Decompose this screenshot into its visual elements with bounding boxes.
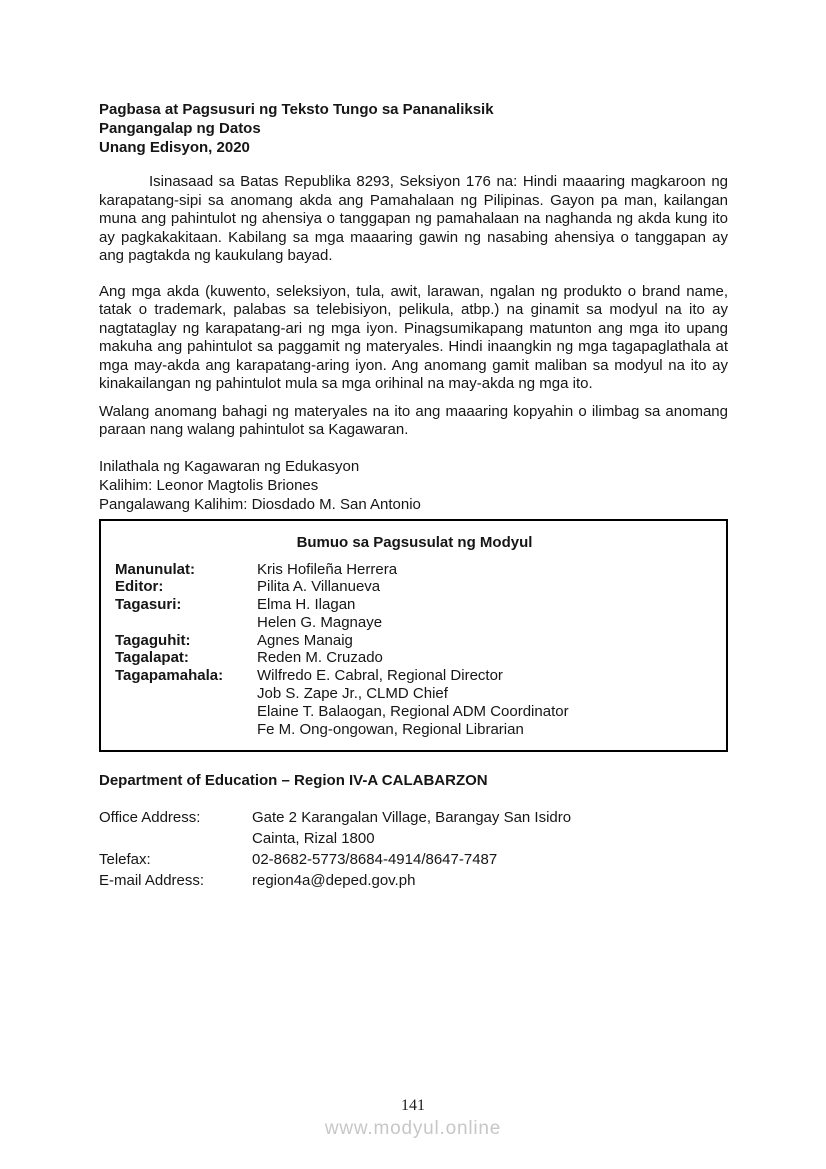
contact-value: region4a@deped.gov.ph [252, 872, 416, 890]
team-row-writer [115, 561, 714, 579]
team-row-layout-artist [115, 649, 714, 667]
team-role-label: Tagapamahala: [115, 667, 224, 685]
copyright-paragraph-3: Walang anomang bahagi ng materyales na ito ang maaaring kopyahin o ilimbag sa anomang paraan nang walang pahintulot sa Kagawaran. [99, 402, 728, 438]
contact-label: Office Address: [99, 809, 201, 827]
page-content [99, 100, 728, 891]
contact-value: Cainta, Rizal 1800 [252, 830, 375, 848]
team-role-label: Editor: [115, 578, 164, 596]
contact-label: E-mail Address: [99, 872, 205, 890]
contact-info-block [99, 807, 728, 891]
team-role-label [115, 685, 257, 703]
team-row-management [115, 667, 714, 685]
team-role-label: Manunulat: [115, 560, 195, 578]
contact-value: Gate 2 Karangalan Village, Barangay San Isidro [252, 809, 572, 827]
team-role-label: Tagaguhit: [115, 631, 191, 649]
publisher-block [99, 457, 728, 514]
module-title-line-3: Unang Edisyon, 2020 [99, 139, 250, 156]
undersecretary-line: Pangalawang Kalihim: Diosdado M. San Antonio [99, 495, 421, 513]
team-member-name: Job S. Zape Jr., CLMD Chief [257, 685, 448, 703]
contact-row-office-address-2 [99, 828, 728, 849]
team-member-name: Agnes Manaig [257, 631, 353, 649]
module-title-line-2: Pangangalap ng Datos [99, 120, 261, 137]
department-region-heading: Department of Education – Region IV-A CALABARZON [99, 772, 488, 790]
contact-value: 02-8682-5773/8684-4914/8647-7487 [252, 851, 498, 869]
team-row-management-2 [115, 685, 714, 703]
page-number: 141 [401, 1097, 425, 1114]
team-box-title: Bumuo sa Pagsusulat ng Modyul [296, 533, 533, 551]
team-member-name: Kris Hofileña Herrera [257, 560, 398, 578]
team-row-reviewer [115, 596, 714, 614]
module-title-line-1: Pagbasa at Pagsusuri ng Teksto Tungo sa Pananaliksik [99, 101, 494, 118]
publisher-line: Inilathala ng Kagawaran ng Edukasyon [99, 457, 360, 475]
watermark-url: www.modyul.online [324, 1118, 502, 1139]
team-role-label [115, 721, 257, 739]
team-member-name: Elaine T. Balaogan, Regional ADM Coordinator [257, 702, 569, 720]
team-row-illustrator [115, 632, 714, 650]
secretary-line: Kalihim: Leonor Magtolis Briones [99, 476, 319, 494]
team-member-name: Fe M. Ong-ongowan, Regional Librarian [257, 720, 524, 738]
team-row-reviewer-2 [115, 614, 714, 632]
team-role-label: Tagalapat: [115, 649, 189, 667]
team-member-name: Wilfredo E. Cabral, Regional Director [257, 667, 503, 685]
team-member-name: Helen G. Magnaye [257, 613, 383, 631]
contact-row-email [99, 870, 728, 891]
contact-label [99, 828, 252, 849]
contact-row-telefax [99, 849, 728, 870]
team-role-label [115, 614, 257, 632]
contact-label: Telefax: [99, 851, 151, 869]
team-row-management-3 [115, 703, 714, 721]
team-role-label: Tagasuri: [115, 596, 182, 614]
copyright-paragraph-1: Isinasaad sa Batas Republika 8293, Seksiyon 176 na: Hindi maaaring magkaroon ng karapatang-sipi sa anomang akda ang Pamahalaan ng Pilipinas. Gayon pa man, kailangan muna ang pahintulot ng ahensiya o tanggapan ng pamahalaan na naghanda ng akda kung ito ay pagkakakitaan. Kabilang sa mga maaaring gawin ng nasabing ahensiya o tanggapan ay ang pagtakda ng kaukulang bayad. [99, 173, 728, 264]
team-row-editor [115, 578, 714, 596]
team-row-management-4 [115, 721, 714, 739]
module-title-block [99, 100, 728, 157]
team-member-name: Pilita A. Villanueva [257, 578, 381, 596]
team-box-rows [115, 561, 714, 739]
copyright-paragraph-2: Ang mga akda (kuwento, seleksiyon, tula, awit, larawan, ngalan ng produkto o brand name, tatak o trademark, palabas sa telebisiyon, pelikula, atbp.) na ginamit sa modyul na ito ay nagtataglay ng karapatang-ari ng mga iyon. Pinagsumikapang matunton ang mga ito upang makuha ang pahintulot sa paggamit ng materyales. Hindi inaangkin ng mga tagapaglathala at mga may-akda ang karapatang-aring iyon. Ang anomang gamit maliban sa modyul na ito ay kinakailangan ng pahintulot mula sa mga orihinal na may-akda ng mga ito. [99, 282, 728, 392]
contact-row-office-address [99, 807, 728, 828]
team-member-name: Reden M. Cruzado [257, 649, 383, 667]
module-development-team-box [99, 519, 728, 753]
team-role-label [115, 703, 257, 721]
team-member-name: Elma H. Ilagan [257, 596, 356, 614]
